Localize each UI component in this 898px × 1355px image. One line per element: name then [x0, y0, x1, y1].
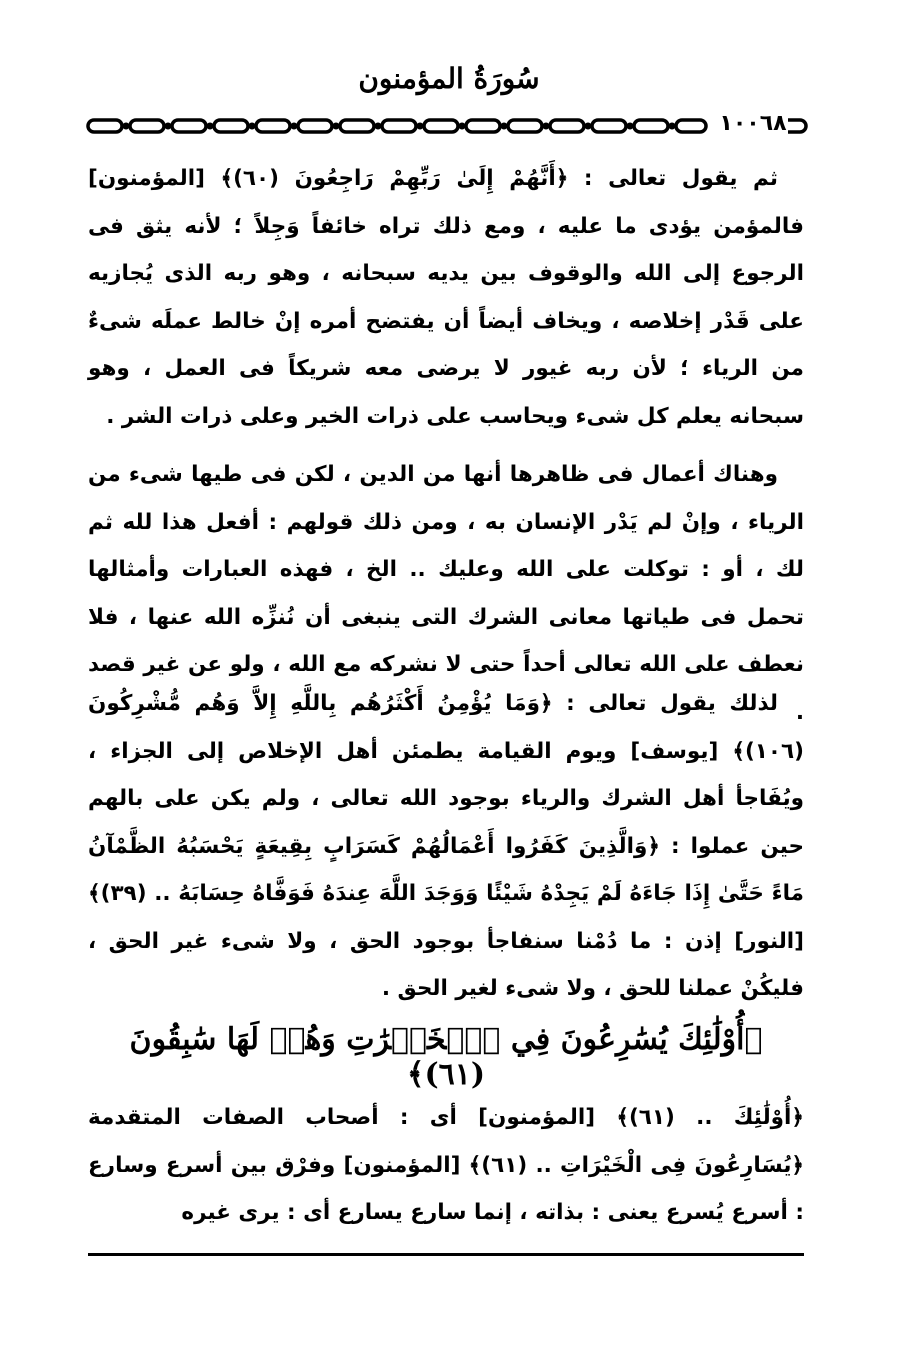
- surah-title: سُورَةُ المؤمنون: [358, 62, 540, 95]
- paragraph-1: [88, 155, 804, 440]
- paragraph-3: [88, 680, 804, 1013]
- page-number: ١٠٠٦٨: [719, 111, 787, 136]
- paragraph-4: [88, 1094, 804, 1237]
- paragraph-3-text: لذلك يقول تعالى : ﴿وَمَا يُؤْمِنُ أَكْثَرُهُم بِاللَّهِ إِلاَّ وَهُم مُّشْرِكُونَ (١٠٦)﴾ [يوسف] ويوم القيامة يطمئن أهل الإخلاص إلى الجزاء ، ويُفَاجأ أهل الشرك والرياء بوجود الله تعالى ، ولم يكن على بالهم حين عملوا : ﴿وَالَّذِينَ كَفَرُوا أَعْمَالُهُمْ كَسَرَابٍ بِقِيعَةٍ يَحْسَبُهُ الظَّمْآنُ مَاءً حَتَّىٰ إِذَا جَاءَهُ لَمْ يَجِدْهُ شَيْئًا وَوَجَدَ اللَّهَ عِندَهُ فَوَفَّاهُ حِسَابَهُ .. (٣٩)﴾ [النور] إذن : ما دُمْنا سنفاجأ بوجود الحق ، ولا شىء غير الحق ، فليكُنْ عملنا للحق ، ولا شىء لغير الحق .: [88, 691, 804, 1001]
- verse-heading: ﴿أُوْلَٰئِكَ يُسَٰرِعُونَ فِي ٱلۡخَيۡرَٰتِ وَهُمۡ لَهَا سَٰبِقُونَ (٦١)﴾: [129, 1022, 763, 1092]
- paragraph-1-text: ثم يقول تعالى : ﴿أَنَّهُمْ إِلَىٰ رَبِّهِمْ رَاجِعُونَ (٦٠)﴾ [المؤمنون] فالمؤمن يؤدى ما عليه ، ومع ذلك تراه خائفاً وَجِلاً ؛ لأنه يثق فى الرجوع إلى الله والوقوف بين يديه سبحانه ، وهو ربه الذى يُجازيه على قَدْر إخلاصه ، ويخاف أيضاً أن يفتضح أمره إنْ خالط عملَه شىءٌ من الرياء ؛ لأن ربه غيور لا يرضى معه شريكاً فى العمل ، وهو سبحانه يعلم كل شىء ويحاسب على ذرات الخير وعلى ذرات الشر .: [88, 166, 804, 429]
- paragraph-2-text: وهناك أعمال فى ظاهرها أنها من الدين ، لكن فى طيها شىء من الرياء ، وإنْ لم يَدْر الإنسان به ، ومن ذلك قولهم : أفعل هذا لله ثم لك ، أو : توكلت على الله وعليك .. الخ ، فهذه العبارات وأمثالها تحمل فى طياتها معانى الشرك التى ينبغى أن نُنزِّه الله عنها ، فلا نعطف على الله تعالى أحداً حتى لا نشركه مع الله ، ولو عن غير قصد .: [88, 462, 804, 725]
- footer-rule: [88, 1253, 804, 1256]
- paragraph-4-text: ﴿أُوْلَٰئِكَ .. (٦١)﴾ [المؤمنون] أى : أصحاب الصفات المتقدمة ﴿يُسَارِعُونَ فِى الْخَيْرَاتِ .. (٦١)﴾ [المؤمنون] وفرْق بين أسرع وسارع : أسرع يُسرع يعنى : بذاته ، إنما سارع يسارع أى : يرى غيره: [88, 1105, 804, 1225]
- decorative-chain-rule: [86, 112, 810, 140]
